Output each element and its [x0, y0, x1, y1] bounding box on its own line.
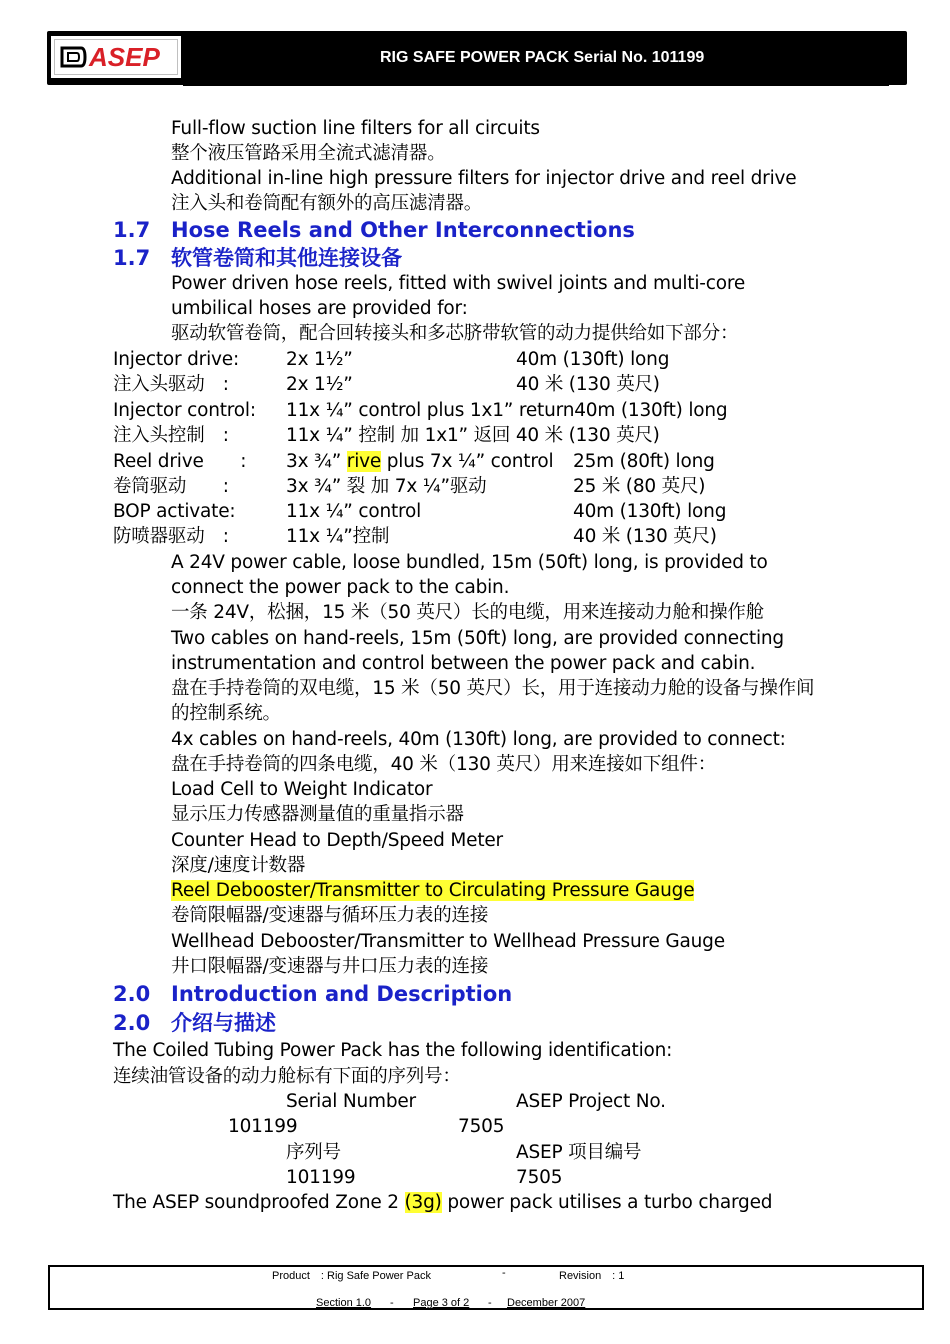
footer-revision: Revision : 1: [559, 1270, 625, 1282]
table-cell: 注入头控制 :: [113, 425, 229, 446]
body-line: Additional in-line high pressure filters for injector drive and reel drive: [171, 168, 797, 189]
section-heading-cn: 软管卷筒和其他连接设备: [171, 246, 402, 270]
asep-logo: [49, 34, 183, 80]
list-item: 卷筒限幅器/变速器与循环压力表的连接: [171, 905, 489, 926]
footer-separator: -: [390, 1297, 394, 1309]
project-number-value: 7505: [458, 1116, 505, 1137]
text-run: plus 7x ¼” control: [381, 451, 554, 472]
serial-number-label-cn: 序列号: [286, 1142, 341, 1163]
footer-box: [48, 1265, 924, 1310]
project-number-label: ASEP Project No.: [516, 1091, 666, 1112]
table-cell: 11x ¼”控制: [286, 526, 390, 547]
highlighted-text: rive: [346, 451, 382, 472]
section-number-cn: 1.7: [113, 246, 151, 270]
section-heading-cn: 介绍与描述: [171, 1011, 276, 1035]
list-item: 深度/速度计数器: [171, 855, 306, 876]
table-cell: 卷筒驱动 :: [113, 476, 229, 497]
table-cell: 40 米 (130 英尺): [516, 374, 660, 395]
table-cell: 3x ¾” 裂 加 7x ¼”驱动: [286, 476, 487, 497]
highlighted-text: Reel Debooster/Transmitter to Circulating Pressure Gauge: [171, 880, 695, 901]
paragraph-line: connect the power pack to the cabin.: [171, 577, 510, 598]
table-cell: 11x ¼” control plus 1x1” return40m (130ft) long: [286, 400, 728, 421]
list-item: 井口限幅器/变速器与井口压力表的连接: [171, 956, 489, 977]
project-number-label-cn: ASEP 项目编号: [516, 1142, 642, 1163]
paragraph-line: 一条 24V，松捆，15 米（50 英尺）长的电缆，用来连接动力舱和操作舱: [171, 602, 765, 623]
table-cell: 防喷器驱动 :: [113, 526, 229, 547]
footer-separator: -: [488, 1297, 492, 1309]
serial-number-value: 101199: [228, 1116, 298, 1137]
paragraph-line: 4x cables on hand-reels, 40m (130ft) long, are provided to connect:: [171, 729, 786, 750]
document-title: RIG SAFE POWER PACK Serial No. 101199: [380, 49, 705, 66]
paragraph-line: 的控制系统。: [171, 703, 281, 724]
list-item: Wellhead Debooster/Transmitter to Wellhead Pressure Gauge: [171, 931, 725, 952]
footer-section: Section 1.0: [316, 1297, 372, 1309]
list-item: Load Cell to Weight Indicator: [171, 779, 433, 800]
table-cell: 11x ¼” control: [286, 501, 422, 522]
table-cell: 25m (80ft) long: [573, 451, 715, 472]
paragraph-line: [113, 1190, 772, 1215]
table-cell: 40m (130ft) long: [573, 501, 727, 522]
section-heading: Introduction and Description: [171, 982, 513, 1006]
asep-logo-mark-icon: [59, 44, 87, 70]
paragraph-line: 盘在手持卷筒的四条电缆，40 米（130 英尺）用来连接如下组件：: [171, 754, 717, 775]
serial-number-label: Serial Number: [286, 1091, 416, 1112]
table-cell: 2x 1½”: [286, 349, 353, 370]
footer-date: December 2007: [507, 1297, 586, 1309]
serial-number-value: 101199: [286, 1167, 356, 1188]
paragraph-line: Two cables on hand-reels, 15m (50ft) long, are provided connecting: [171, 628, 784, 649]
paragraph-line: The Coiled Tubing Power Pack has the following identification:: [113, 1040, 673, 1061]
table-cell: 40 米 (130 英尺): [573, 526, 717, 547]
highlighted-text: (3g): [404, 1192, 442, 1213]
text-run: power pack utilises a turbo charged: [441, 1192, 773, 1213]
section-heading: Hose Reels and Other Interconnections: [171, 218, 635, 242]
footer-product: Product : Rig Safe Power Pack: [272, 1270, 431, 1282]
section-number-cn: 2.0: [113, 1011, 151, 1035]
list-item: 显示压力传感器测量值的重量指示器: [171, 804, 464, 825]
paragraph-line: umbilical hoses are provided for:: [171, 298, 468, 319]
list-item: Counter Head to Depth/Speed Meter: [171, 830, 503, 851]
table-cell: Injector drive:: [113, 349, 239, 370]
section-number: 1.7: [113, 218, 151, 242]
footer-page-number: Page 3 of 2: [413, 1297, 470, 1309]
paragraph-line: A 24V power cable, loose bundled, 15m (50ft) long, is provided to: [171, 552, 768, 573]
table-cell: 11x ¼” 控制 加 1x1” 返回 40 米 (130 英尺): [286, 425, 660, 446]
paragraph-line: 驱动软管卷筒，配合回转接头和多芯脐带软管的动力提供给如下部分：: [171, 323, 739, 344]
footer-separator: -: [502, 1267, 506, 1279]
body-line: 注入头和卷筒配有额外的高压滤清器。: [171, 193, 483, 214]
paragraph-line: 盘在手持卷筒的双电缆，15 米（50 英尺）长，用于连接动力舱的设备与操作间: [171, 678, 815, 699]
table-cell: [286, 449, 553, 474]
paragraph-line: instrumentation and control between the power pack and cabin.: [171, 653, 756, 674]
list-item-highlighted: [171, 878, 694, 903]
body-line: 整个液压管路采用全流式滤清器。: [171, 143, 446, 164]
table-cell: Reel drive :: [113, 451, 247, 472]
paragraph-line: Power driven hose reels, fitted with swivel joints and multi-core: [171, 273, 746, 294]
table-cell: Injector control:: [113, 400, 256, 421]
text-run: The ASEP soundproofed Zone 2: [113, 1192, 405, 1213]
table-cell: 2x 1½”: [286, 374, 353, 395]
table-cell: 40m (130ft) long: [516, 349, 670, 370]
text-run: 3x ¾”: [286, 451, 347, 472]
paragraph-line: 连续油管设备的动力舱标有下面的序列号：: [113, 1066, 461, 1087]
section-number: 2.0: [113, 982, 151, 1006]
project-number-value: 7505: [516, 1167, 563, 1188]
logo-text: ASEP: [89, 41, 160, 72]
body-line: Full-flow suction line filters for all circuits: [171, 118, 540, 139]
table-cell: BOP activate:: [113, 501, 236, 522]
table-cell: 25 米 (80 英尺): [573, 476, 706, 497]
header-divider: [183, 84, 889, 86]
table-cell: 注入头驱动 :: [113, 374, 229, 395]
